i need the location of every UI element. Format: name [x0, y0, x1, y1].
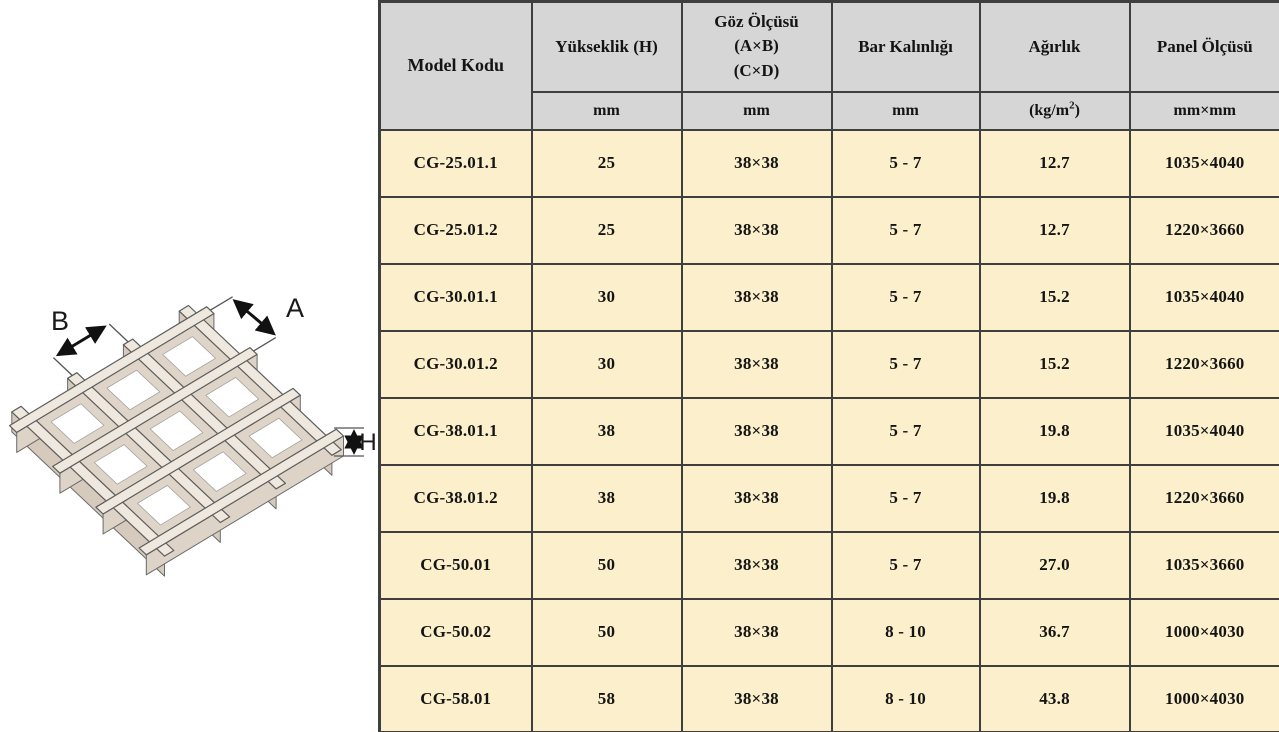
cell-weight: 19.8 — [980, 398, 1130, 465]
cell-panel-size: 1035×4040 — [1130, 398, 1279, 465]
cell-weight: 43.8 — [980, 666, 1130, 732]
cell-panel-size: 1220×3660 — [1130, 197, 1279, 264]
cell-model-code: CG-50.02 — [380, 599, 532, 666]
table-row — [380, 331, 1279, 398]
dim-label-b: B — [50, 306, 70, 336]
col-header-weight: Ağırlık — [980, 2, 1130, 92]
unit-bar: mm — [832, 92, 980, 130]
table-row — [380, 465, 1279, 532]
mesh-title-line3: (C×D) — [733, 61, 780, 81]
cell-model-code: CG-30.01.1 — [380, 264, 532, 331]
grating-figure — [0, 0, 378, 732]
cell-panel-size: 1035×4040 — [1130, 130, 1279, 197]
cell-mesh-size: 38×38 — [682, 666, 832, 732]
table-row — [380, 599, 1279, 666]
table-row — [380, 264, 1279, 331]
cell-bar-thickness: 5 - 7 — [832, 532, 980, 599]
dim-label-a: A — [285, 293, 305, 323]
col-header-bar: Bar Kalınlığı — [832, 2, 980, 92]
cell-panel-size: 1220×3660 — [1130, 465, 1279, 532]
unit-weight-sup: 2 — [1069, 99, 1075, 112]
cell-bar-thickness: 5 - 7 — [832, 331, 980, 398]
cell-panel-size: 1000×4030 — [1130, 666, 1279, 732]
unit-weight-suffix: ) — [1074, 101, 1080, 119]
cell-height: 38 — [532, 398, 682, 465]
cell-bar-thickness: 5 - 7 — [832, 197, 980, 264]
unit-mesh: mm — [682, 92, 832, 130]
cell-weight: 12.7 — [980, 197, 1130, 264]
cell-model-code: CG-30.01.2 — [380, 331, 532, 398]
cell-mesh-size: 38×38 — [682, 197, 832, 264]
cell-weight: 19.8 — [980, 465, 1130, 532]
grating-illustration — [10, 306, 344, 577]
cell-mesh-size: 38×38 — [682, 532, 832, 599]
cell-height: 58 — [532, 666, 682, 732]
table-row — [380, 398, 1279, 465]
cell-model-code: CG-50.01 — [380, 532, 532, 599]
cell-model-code: CG-58.01 — [380, 666, 532, 732]
cell-model-code: CG-38.01.2 — [380, 465, 532, 532]
table-row — [380, 532, 1279, 599]
cell-panel-size: 1035×4040 — [1130, 264, 1279, 331]
cell-mesh-size: 38×38 — [682, 465, 832, 532]
cell-panel-size: 1000×4030 — [1130, 599, 1279, 666]
cell-bar-thickness: 5 - 7 — [832, 465, 980, 532]
cell-panel-size: 1035×3660 — [1130, 532, 1279, 599]
cell-panel-size: 1220×3660 — [1130, 331, 1279, 398]
cell-model-code: CG-38.01.1 — [380, 398, 532, 465]
unit-weight-prefix: (kg/m — [1029, 101, 1070, 119]
cell-mesh-size: 38×38 — [682, 599, 832, 666]
dim-a-arrow — [235, 301, 274, 334]
cell-model-code: CG-25.01.2 — [380, 197, 532, 264]
cell-weight: 12.7 — [980, 130, 1130, 197]
cell-height: 25 — [532, 130, 682, 197]
col-header-height: Yükseklik (H) — [532, 2, 682, 92]
unit-height: mm — [532, 92, 682, 130]
unit-panel: mm×mm — [1130, 92, 1279, 130]
table-row — [380, 666, 1279, 732]
cell-weight: 27.0 — [980, 532, 1130, 599]
mesh-title-line1: Göz Ölçüsü — [714, 11, 799, 31]
cell-height: 30 — [532, 331, 682, 398]
cell-height: 50 — [532, 599, 682, 666]
col-header-panel: Panel Ölçüsü — [1130, 2, 1279, 92]
cell-bar-thickness: 5 - 7 — [832, 264, 980, 331]
col-header-model: Model Kodu — [380, 2, 532, 130]
cell-weight: 15.2 — [980, 331, 1130, 398]
mesh-title-line2: (A×B) — [734, 36, 779, 56]
spec-table — [378, 0, 1279, 732]
dim-label-h: H — [359, 429, 377, 456]
cell-mesh-size: 38×38 — [682, 398, 832, 465]
cell-height: 50 — [532, 532, 682, 599]
cell-bar-thickness: 5 - 7 — [832, 398, 980, 465]
cell-height: 30 — [532, 264, 682, 331]
cell-height: 25 — [532, 197, 682, 264]
cell-bar-thickness: 5 - 7 — [832, 130, 980, 197]
table-row — [380, 130, 1279, 197]
header-row-titles — [380, 2, 1279, 92]
cell-mesh-size: 38×38 — [682, 331, 832, 398]
cell-weight: 15.2 — [980, 264, 1130, 331]
cell-bar-thickness: 8 - 10 — [832, 599, 980, 666]
cell-height: 38 — [532, 465, 682, 532]
table-row — [380, 197, 1279, 264]
unit-weight — [980, 92, 1130, 130]
cell-mesh-size: 38×38 — [682, 264, 832, 331]
cell-mesh-size: 38×38 — [682, 130, 832, 197]
cell-bar-thickness: 8 - 10 — [832, 666, 980, 732]
cell-model-code: CG-25.01.1 — [380, 130, 532, 197]
cell-weight: 36.7 — [980, 599, 1130, 666]
col-header-mesh — [682, 2, 832, 92]
